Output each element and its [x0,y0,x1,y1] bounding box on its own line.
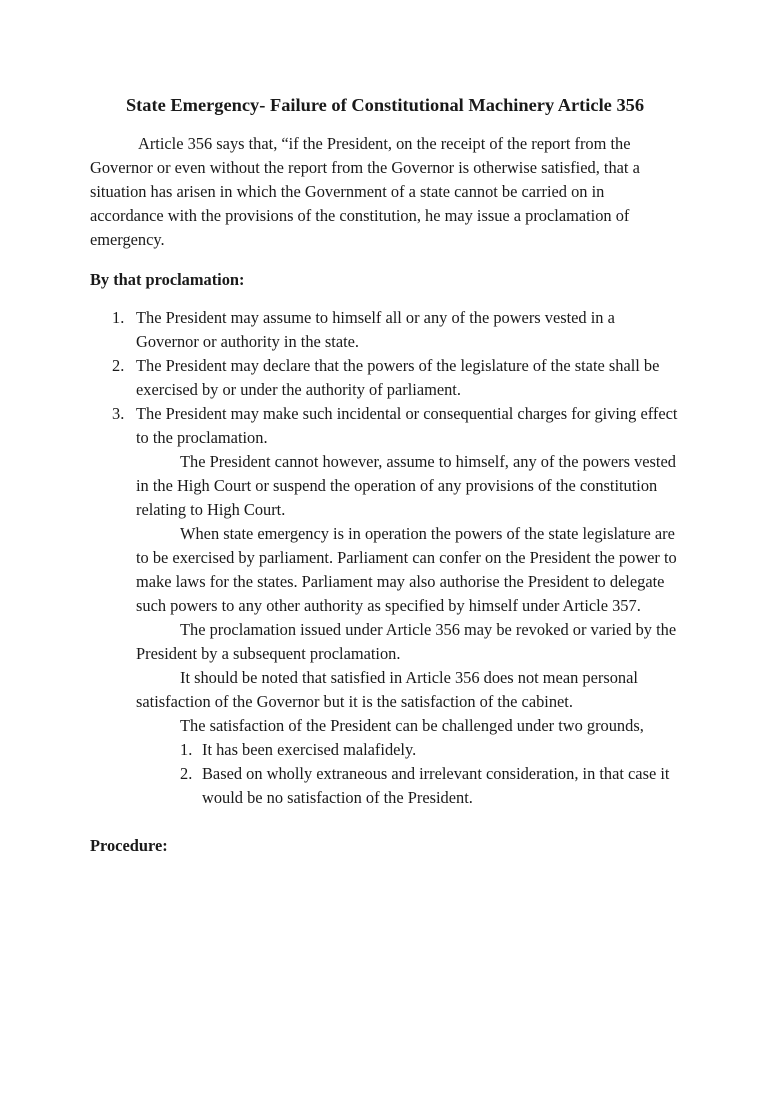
list-item-text: It has been exercised malafidely. [202,740,417,759]
body-paragraph: It should be noted that satisfied in Article 356 does not mean personal satisfaction of the Governor but it is the satisfaction of the cabinet. [136,668,638,711]
list-item-text: The President may assume to himself all or any of the powers vested in a Governor or authority in the state. [136,308,615,351]
document-page [0,92,768,1116]
list-item [90,306,680,354]
list-item-number: 2. [112,356,125,375]
body-paragraph: When state emergency is in operation the powers of the state legislature are to be exercised by parliament. Parliament can confer on the President the power to make laws for the states. Parliament may also authorise the President to delegate such powers to any other authority as specified by himself under Article 357. [136,524,677,615]
list-item-text: Based on wholly extraneous and irrelevant consideration, in that case it would be no satisfaction of the President. [202,764,670,807]
list-item-text: The President may make such incidental or consequential charges for giving effect to the proclamation. [136,404,678,447]
list-item [136,762,680,810]
list-item-text: The President may declare that the powers of the legislature of the state shall be exercised by or under the authority of parliament. [136,356,660,399]
list-item [136,738,680,762]
list-item [90,354,680,402]
body-paragraph: The proclamation issued under Article 356 may be revoked or varied by the President by a subsequent proclamation. [136,620,677,663]
procedure-heading: Procedure: [90,836,168,855]
proclamation-list [90,306,680,450]
document-title: State Emergency- Failure of Constitutional Machinery Article 356 [125,95,645,115]
grounds-list [136,738,680,810]
body-paragraph: The President cannot however, assume to himself, any of the powers vested in the High Court or suspend the operation of any provisions of the constitution relating to High Court. [136,452,676,519]
intro-paragraph: Article 356 says that, “if the President, on the receipt of the report from the Governor or even without the report from the Governor is otherwise satisfied, that a situation has arisen in which the Government of a state cannot be carried on in accordance with the provisions of the constitution, he may issue a proclamation of emergency. [90,134,640,249]
body-paragraph: The satisfaction of the President can be challenged under two grounds, [180,716,644,735]
list-item-number: 3. [112,404,125,423]
list-item-number: 1. [180,740,193,759]
list-item-number: 2. [180,764,193,783]
proclamation-heading: By that proclamation: [90,270,245,289]
list-item-number: 1. [112,308,125,327]
body-block [90,450,680,810]
list-item [90,402,680,450]
